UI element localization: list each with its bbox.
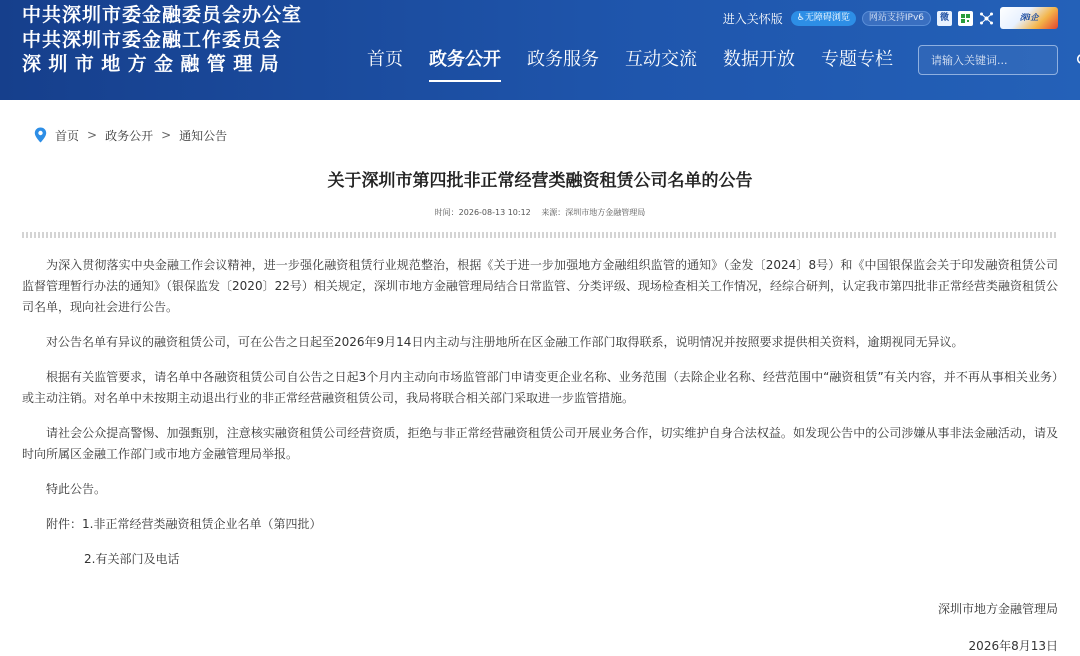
weibo-icon[interactable]: 微 (937, 11, 952, 26)
breadcrumb-separator: > (161, 128, 172, 142)
breadcrumb-home[interactable]: 首页 (55, 128, 80, 143)
search-input[interactable] (919, 46, 1076, 74)
article-paragraph: 对公告名单有异议的融资租赁公司，可在公告之日起至2026年9月14日内主动与注册地所在区金融工作部门取得联系，说明情况并按照要求提供相关资料，逾期视同无异议。 (46, 335, 964, 349)
header-top-links (723, 8, 1058, 28)
wechat-icon[interactable] (958, 11, 973, 26)
org-name-line-3: 深圳市地方金融管理局 (22, 53, 287, 75)
article-source: 来源：深圳市地方金融管理局 (541, 208, 646, 217)
article-closing: 特此公告。 (46, 482, 107, 496)
article-title: 关于深圳市第四批非正常经营类融资租赁公司名单的公告 (327, 171, 753, 191)
nav-item-interaction[interactable]: 互动交流 (625, 49, 697, 70)
title-divider (22, 232, 1058, 238)
article-date: 2026年8月13日 (968, 639, 1058, 653)
nav-item-home[interactable]: 首页 (367, 49, 403, 70)
breadcrumb (34, 126, 227, 144)
nav-item-open-data[interactable]: 数据开放 (723, 49, 795, 70)
article-paragraph: 根据有关监管要求，请名单中各融资租赁公司自公告之日起3个月内主动向市场监管部门申请变更企业名称、业务范围（去除企业名称、经营范围中“融资租赁”有关内容，并不再从事相关业务）或主动注销。对名单中未按期主动退出行业的非正常经营融资租赁公司，我局将联合相关部门采取进一步监管措施。 (22, 370, 1058, 405)
accessibility-label: 无障碍浏览 (804, 12, 850, 23)
location-pin-icon (34, 127, 47, 143)
main-nav (354, 40, 906, 80)
nav-item-special-topics[interactable]: 专题专栏 (821, 49, 893, 70)
share-icon[interactable] (979, 11, 994, 26)
article-time: 时间：2026-08-13 10:12 (434, 208, 531, 217)
search-box (918, 45, 1058, 75)
site-header (0, 0, 1080, 100)
breadcrumb-government-affairs[interactable]: 政务公开 (105, 128, 154, 143)
article-paragraph: 请社会公众提高警惕、加强甄别，注意核实融资租赁公司经营资质，拒绝与非正常经营融资租赁公司开展业务合作，切实维护自身合法权益。如发现公告中的公司涉嫌从事非法金融活动，请及时向所属区金融工作部门或市地方金融管理局举报。 (22, 426, 1058, 461)
breadcrumb-separator: > (87, 128, 98, 142)
org-name-line-2: 中共深圳市委金融工作委员会 (22, 28, 283, 51)
breadcrumb-notices[interactable]: 通知公告 (179, 128, 228, 143)
article-meta (0, 207, 1080, 218)
care-version-link[interactable]: 进入关怀版 (722, 11, 783, 26)
org-name-line-1: 中共深圳市委金融委员会办公室 (22, 4, 303, 26)
search-button[interactable] (1076, 46, 1080, 74)
org-name-block[interactable] (22, 3, 332, 77)
attachment-link-1[interactable]: 附件：1.非正常经营类融资租赁企业名单（第四批） (46, 517, 322, 531)
accessibility-button[interactable] (791, 11, 856, 26)
nav-item-government-services[interactable]: 政务服务 (527, 49, 599, 70)
article-signature: 深圳市地方金融管理局 (937, 602, 1058, 616)
ipv6-badge: 网站支持IPv6 (862, 11, 931, 26)
article-body (22, 255, 1058, 584)
article-paragraph: 为深入贯彻落实中央金融工作会议精神，进一步强化融资租赁行业规范整治，根据《关于进一步加强地方金融组织监管的通知》（金发〔2024〕8号）和《中国银保监会关于印发融资租赁公司监督管理暂行办法的通知》（银保监发〔2020〕22号）相关规定，深圳市地方金融管理局结合日常监管、分类评级、现场检查相关工作情况，经综合研判，认定我市第四批非正常经营类融资租赁公司名单，现向社会进行公告。 (22, 258, 1058, 314)
attachment-link-2[interactable]: 2.有关部门及电话 (84, 552, 180, 566)
nav-item-government-affairs[interactable]: 政务公开 (416, 40, 514, 80)
shen-i-qi-logo[interactable]: 深i企 (1000, 7, 1058, 29)
accessibility-icon: ♿ (796, 12, 805, 23)
search-icon (1076, 53, 1080, 67)
